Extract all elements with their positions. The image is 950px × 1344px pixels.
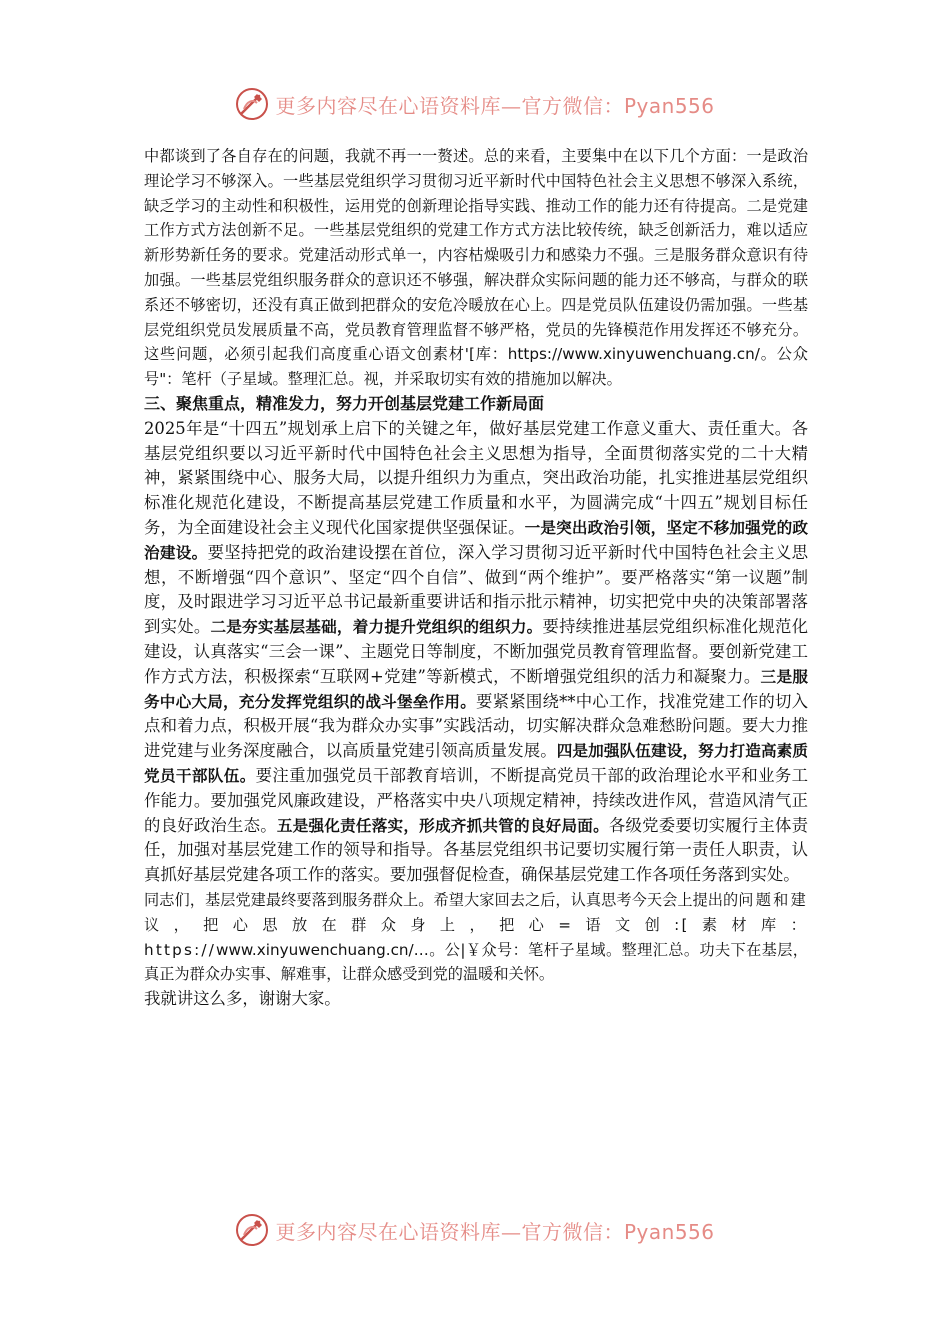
section-heading-3: 三、聚焦重点，精准发力，努力开创基层党建工作新局面	[144, 393, 545, 413]
conclusion-line-1: 同志们，基层党建最终要落到服务群众上。希望大家回去之后，认真思考今天会上提出的	[144, 890, 739, 909]
watermark-text	[275, 1216, 714, 1245]
paragraph-problems: 中都谈到了各自存在的问题，我就不再一一赘述。总的来看，主要集中在以下几个方面：一是政治理论学习不够深入。一些基层党组织学习贯彻习近平新时代中国特色社会主义思想不够深入系统，缺乏学习的主动性和积极性，运用党的创新理论指导实践、推动工作的能力还有待提高。二是党建工作方式方法创新不足。一些基层党组织的党建工作方式方法比较传统，缺乏创新活力，难以适应新形势新任务的要求。党建活动形式单一，内容枯燥吸引力和感染力不强。三是服务群众意识有待加强。一些基层党组织服务群众的意识还不够强，解决群众实际问题的能力还不够高，与群众的联系还不够密切，还没有真正做到把群众的安危冷暖放在心上。四是党员队伍建设仍需加强。一些基层党组织党员发展质量不高，党员教育管理监督不够严格，党员的先锋模范作用发挥还不够充分。这些问题，必须引起我们高度重心语文创素材'[库：https://www.xinyuwenchuang.cn/。公众号"：笔杆（子星域。整理汇总。视，并采取切实有效的措施加以解决。	[144, 147, 808, 389]
measure-3-title: 三是服务中心大局，充分发挥党组织的战斗堡垒作用。	[144, 667, 808, 711]
measure-4-text: 要注重加强党员干部教育培训，不断提高党员干部的政治理论水平和业务工作能力。要加强党风廉政建设，严格落实中央八项规定精神，持续改进作风，营造风清气正的良好政治生态。	[144, 765, 808, 835]
measure-5-title: 五是强化责任落实，形成齐抓共管的良好局面。	[276, 816, 609, 835]
conclusion-line-3: www.xinyuwenchuang.cn/…。公|￥众号：笔杆子星域。整理汇总。功夫下在基层，真正为群众办实事、解难事，让群众感受到党的温暖和关怀。	[144, 940, 808, 984]
watermark-handle: Pyan556	[623, 93, 715, 118]
paragraph-measures	[144, 417, 808, 888]
paragraph-conclusion	[144, 888, 808, 987]
measure-2-text: 要持续推进基层党组织标准化规范化建设，认真落实“三会一课”、主题党日等制度，不断加强党员教育管理监督。要创新党建工作方式方法，积极探索“互联网+党建”等新模式，不断增强党组织的活力和凝聚力。	[144, 617, 808, 686]
measure-4-title: 四是加强队伍建设，努力打造高素质党员干部队伍。	[144, 742, 808, 785]
measure-3-text: 要紧紧围绕**中心工作，找准党建工作的切入点和着力点，积极开展“我为群众办实事”实践活动，切实解决群众急难愁盼问题。要大力推进党建与业务深度融合，以高质量党建引领高质量发展。	[144, 691, 808, 761]
watermark-caption: 更多内容尽在心语资料库—官方微信：	[275, 1219, 624, 1244]
watermark-banner-top	[0, 84, 950, 124]
watermark-banner-bottom	[0, 1210, 950, 1250]
closing-line: 我就讲这么多，谢谢大家。	[144, 989, 341, 1009]
watermark-handle: Pyan556	[623, 1219, 715, 1244]
measure-1-text: 要坚持把党的政治建设摆在首位，深入学习贯彻习近平新时代中国特色社会主义思想，不断增强“四个意识”、坚定“四个自信”、做到“两个维护”。要严格落实“第一议题”制度，及时跟进学习习近平总书记最新重要讲话和指示批示精神，切实把党中央的决策部署落到实处。	[144, 542, 808, 637]
watermark-text	[275, 90, 714, 119]
document-body	[144, 144, 808, 1012]
measure-1-title: 一是突出政治引领，坚定不移加强党的政治建设。	[144, 518, 808, 562]
measure-5-text: 各级党委要切实履行主体责任，加强对基层党建工作的领导和指导。各基层党组织书记要切实履行第一责任人职责，认真抓好基层党建各项工作的落实。要加强督促检查，确保基层党建工作各项任务落到实处。	[144, 815, 809, 885]
brand-logo-icon	[235, 87, 269, 121]
measures-intro: 2025年是“十四五”规划承上启下的关键之年，做好基层党建工作意义重大、责任重大。各基层党组织要以习近平新时代中国特色社会主义思想为指导，全面贯彻落实党的二十大精神，紧紧围绕中心、服务大局，以提升组织力为重点，突出政治功能，扎实推进基层党组织标准化规范化建设，不断提高基层党建工作质量和水平，为圆满完成“十四五”规划目标任务，为全面建设社会主义现代化国家提供坚强保证。	[144, 418, 808, 537]
watermark-caption: 更多内容尽在心语资料库—官方微信：	[275, 93, 624, 118]
brand-logo-icon	[235, 1213, 269, 1247]
measure-2-title: 二是夯实基层基础，着力提升党组织的组织力。	[210, 618, 543, 637]
conclusion-line-2: 问题和建议，把心思放在群众身上，把心=语文创:[素材库：https://	[144, 890, 808, 959]
